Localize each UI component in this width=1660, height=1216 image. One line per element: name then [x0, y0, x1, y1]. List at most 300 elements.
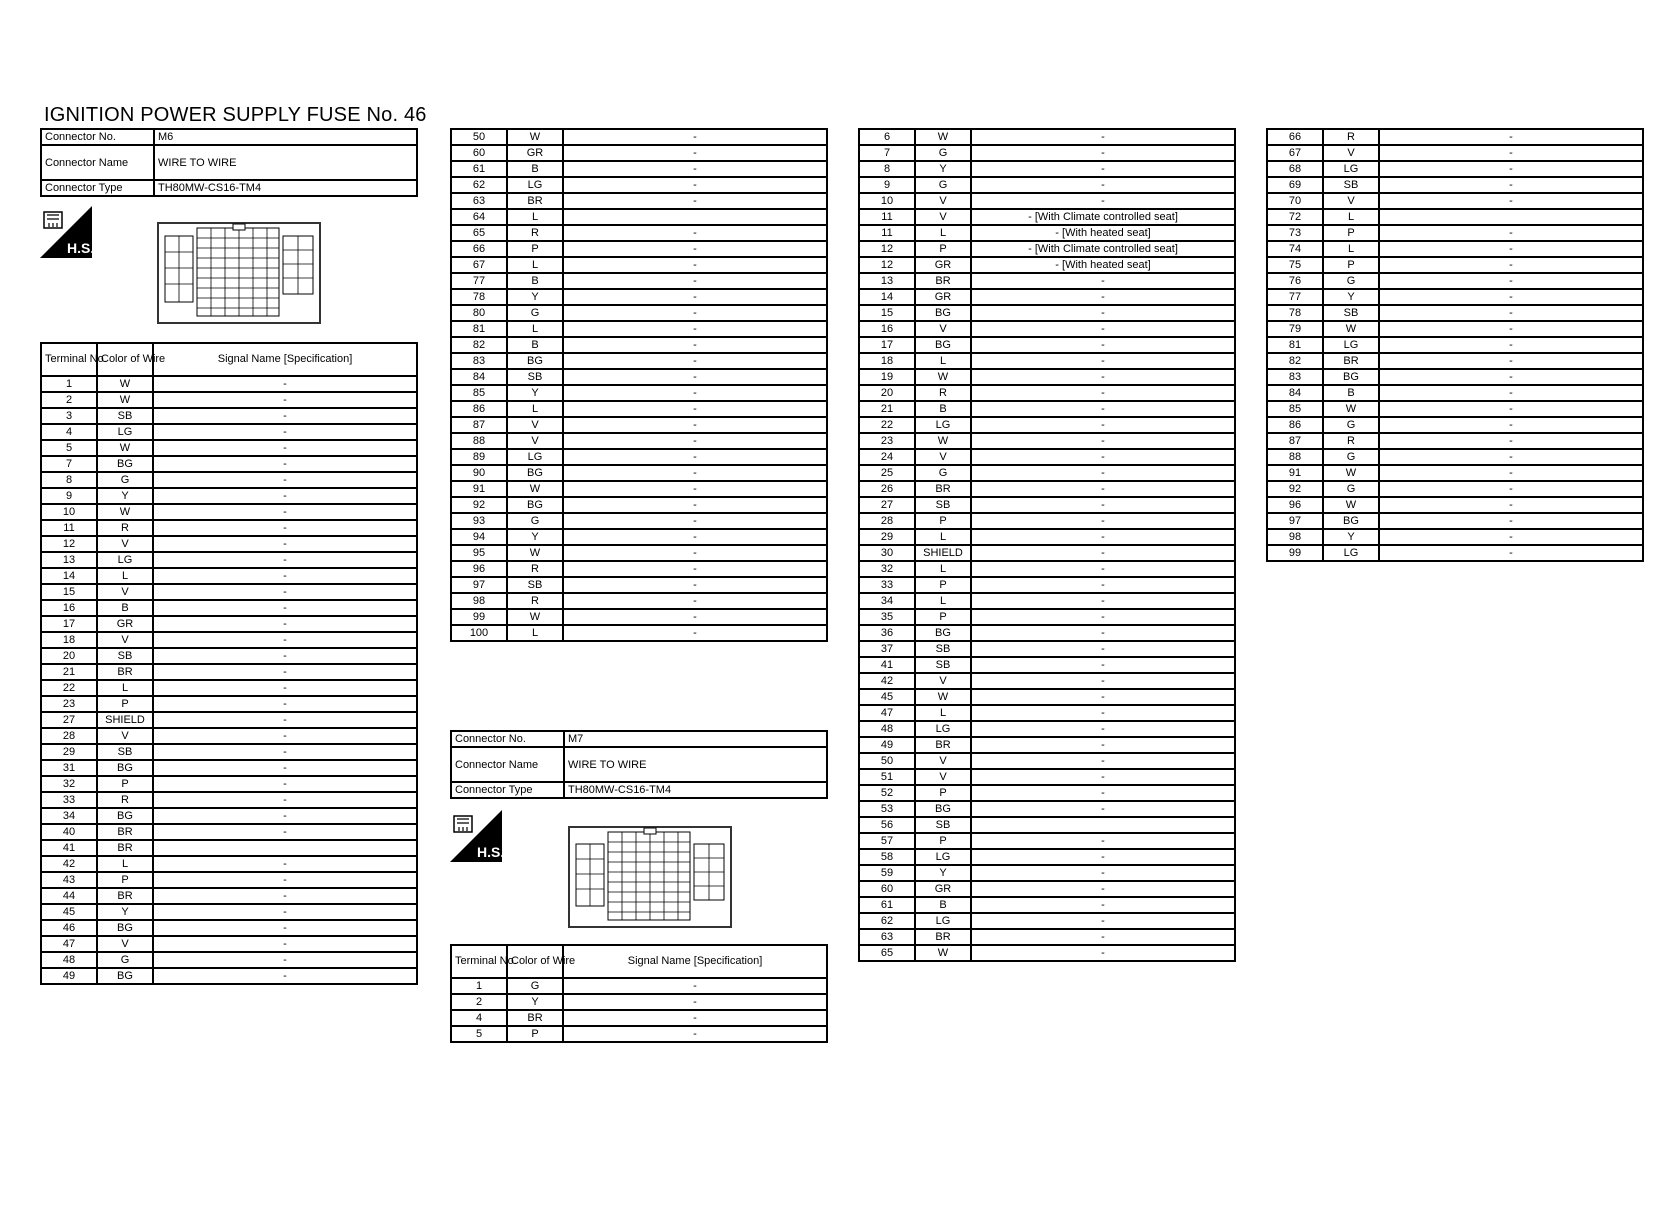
hs-label: H.S.	[477, 844, 505, 860]
signal-name-cell: -	[971, 497, 1235, 513]
wire-color-cell: W	[97, 376, 153, 392]
wire-color-cell: LG	[915, 721, 971, 737]
signal-name-cell: -	[971, 865, 1235, 881]
terminal-no-cell: 29	[41, 744, 97, 760]
terminal-no-cell: 92	[1267, 481, 1323, 497]
table-row	[41, 856, 417, 872]
table-row	[41, 584, 417, 600]
signal-name-cell: -	[153, 760, 417, 776]
signal-name-cell: -	[1379, 129, 1643, 145]
wire-color-cell: W	[1323, 321, 1379, 337]
wire-color-cell: BG	[97, 968, 153, 984]
wire-color-cell: LG	[915, 849, 971, 865]
signal-name-cell: -	[153, 520, 417, 536]
wire-color-cell: Y	[1323, 529, 1379, 545]
wire-color-cell: LG	[915, 913, 971, 929]
connector-no-label: Connector No.	[451, 731, 564, 747]
signal-name-cell: -	[153, 776, 417, 792]
signal-name-cell: -	[153, 488, 417, 504]
signal-name-cell: -	[1379, 417, 1643, 433]
signal-name-cell: -	[971, 449, 1235, 465]
signal-name-cell: -	[971, 833, 1235, 849]
terminal-no-cell: 19	[859, 369, 915, 385]
signal-name-cell: -	[563, 978, 827, 994]
terminal-no-cell: 99	[1267, 545, 1323, 561]
signal-name-cell: -	[153, 648, 417, 664]
terminal-no-cell: 91	[1267, 465, 1323, 481]
wire-color-cell: L	[507, 625, 563, 641]
signal-name-cell: -	[1379, 433, 1643, 449]
terminal-no-cell: 94	[451, 529, 507, 545]
signal-name-cell: -	[971, 145, 1235, 161]
connector-type-label: Connector Type	[451, 782, 564, 798]
wire-color-cell: BR	[507, 193, 563, 209]
wire-color-cell: L	[507, 209, 563, 225]
terminal-no-cell: 17	[859, 337, 915, 353]
table-row	[451, 273, 827, 289]
wire-color-cell: V	[915, 209, 971, 225]
terminal-no-cell: 91	[451, 481, 507, 497]
wire-color-cell: SHIELD	[915, 545, 971, 561]
table-row	[41, 552, 417, 568]
signal-name-cell: -	[971, 337, 1235, 353]
wire-color-cell: L	[915, 561, 971, 577]
terminal-no-cell: 85	[451, 385, 507, 401]
signal-name-cell: - [With Climate controlled seat]	[971, 209, 1235, 225]
wire-color-cell: P	[97, 696, 153, 712]
signal-name-cell: -	[563, 193, 827, 209]
signal-name-cell: -	[971, 753, 1235, 769]
signal-name-cell: -	[1379, 305, 1643, 321]
wire-color-cell: B	[507, 273, 563, 289]
table-row	[859, 449, 1235, 465]
terminal-no-cell: 29	[859, 529, 915, 545]
wire-color-cell: B	[915, 401, 971, 417]
terminal-no-cell: 90	[451, 465, 507, 481]
terminal-no-cell: 1	[451, 978, 507, 994]
table-row	[859, 945, 1235, 961]
m6-connector-info	[40, 128, 418, 197]
signal-name-cell: -	[971, 881, 1235, 897]
m7-connector-info	[450, 730, 828, 799]
signal-name-cell: -	[971, 897, 1235, 913]
terminal-no-cell: 93	[451, 513, 507, 529]
table-row	[1267, 257, 1643, 273]
signal-name-cell: -	[1379, 449, 1643, 465]
signal-name-cell: -	[563, 577, 827, 593]
signal-name-cell: -	[563, 1026, 827, 1042]
terminal-no-cell: 4	[41, 424, 97, 440]
terminal-no-cell: 86	[451, 401, 507, 417]
wire-color-cell: P	[915, 513, 971, 529]
wire-color-cell: P	[915, 833, 971, 849]
table-row	[859, 481, 1235, 497]
terminal-no-cell: 68	[1267, 161, 1323, 177]
table-row	[451, 225, 827, 241]
table-row	[1267, 337, 1643, 353]
table-row	[451, 481, 827, 497]
table-row	[859, 337, 1235, 353]
terminal-no-cell: 79	[1267, 321, 1323, 337]
wire-color-cell: BG	[97, 456, 153, 472]
terminal-no-cell: 72	[1267, 209, 1323, 225]
signal-name-cell: -	[563, 273, 827, 289]
table-row	[41, 472, 417, 488]
signal-name-cell: - [With Climate controlled seat]	[971, 241, 1235, 257]
table-row	[859, 689, 1235, 705]
table-row	[859, 273, 1235, 289]
m7-connector-type: TH80MW-CS16-TM4	[564, 782, 827, 798]
table-row	[859, 705, 1235, 721]
table-row	[41, 760, 417, 776]
table-row	[859, 657, 1235, 673]
wire-color-cell: P	[1323, 257, 1379, 273]
signal-name-cell: -	[971, 529, 1235, 545]
terminal-no-cell: 66	[451, 241, 507, 257]
wire-color-cell: SHIELD	[97, 712, 153, 728]
terminal-no-cell: 70	[1267, 193, 1323, 209]
wire-color-cell: SB	[97, 744, 153, 760]
table-row	[1267, 545, 1643, 561]
terminal-no-cell: 1	[41, 376, 97, 392]
signal-name-cell: -	[153, 472, 417, 488]
table-row	[41, 376, 417, 392]
wire-color-cell: V	[915, 673, 971, 689]
table-row	[859, 513, 1235, 529]
table-row	[859, 897, 1235, 913]
color-of-wire-header: Color of Wire	[507, 945, 563, 978]
terminal-no-cell: 65	[451, 225, 507, 241]
terminal-no-cell: 62	[859, 913, 915, 929]
signal-name-cell: -	[563, 305, 827, 321]
signal-name-cell: -	[563, 177, 827, 193]
table-row	[859, 369, 1235, 385]
table-row	[451, 401, 827, 417]
terminal-no-cell: 30	[859, 545, 915, 561]
signal-name-cell: -	[563, 385, 827, 401]
signal-name-cell: -	[1379, 257, 1643, 273]
signal-name-cell: -	[563, 241, 827, 257]
terminal-no-cell: 64	[451, 209, 507, 225]
wire-color-cell: V	[97, 632, 153, 648]
signal-name-cell: -	[563, 497, 827, 513]
signal-name-header: Signal Name [Specification]	[563, 945, 827, 978]
signal-name-cell: -	[153, 632, 417, 648]
m6-terminal-table-1	[40, 342, 418, 985]
terminal-no-cell: 96	[1267, 497, 1323, 513]
wire-color-cell: SB	[915, 657, 971, 673]
table-row	[859, 801, 1235, 817]
terminal-no-cell: 89	[451, 449, 507, 465]
signal-name-cell: -	[563, 257, 827, 273]
terminal-no-cell: 12	[41, 536, 97, 552]
wire-color-cell: BR	[915, 273, 971, 289]
signal-name-cell: -	[563, 513, 827, 529]
wire-color-cell: P	[915, 577, 971, 593]
terminal-no-cell: 88	[451, 433, 507, 449]
wire-color-cell: R	[1323, 129, 1379, 145]
signal-name-cell: -	[153, 552, 417, 568]
signal-name-cell: -	[563, 321, 827, 337]
signal-name-cell: -	[153, 696, 417, 712]
wire-color-cell: V	[1323, 145, 1379, 161]
signal-name-cell: -	[1379, 545, 1643, 561]
wire-color-cell: G	[507, 513, 563, 529]
table-row	[1267, 305, 1643, 321]
signal-name-cell: -	[563, 337, 827, 353]
signal-name-cell: -	[971, 785, 1235, 801]
terminal-no-cell: 100	[451, 625, 507, 641]
terminal-no-cell: 35	[859, 609, 915, 625]
table-row	[451, 161, 827, 177]
wire-color-cell: L	[915, 529, 971, 545]
signal-name-cell: -	[1379, 353, 1643, 369]
table-row	[41, 600, 417, 616]
table-row	[1267, 241, 1643, 257]
terminal-no-cell: 34	[41, 808, 97, 824]
signal-name-cell: -	[1379, 241, 1643, 257]
table-row	[859, 209, 1235, 225]
signal-name-cell: -	[153, 568, 417, 584]
signal-name-cell: -	[563, 353, 827, 369]
wire-color-cell: B	[1323, 385, 1379, 401]
wire-color-cell: P	[915, 785, 971, 801]
table-row	[41, 680, 417, 696]
table-row	[41, 888, 417, 904]
signal-name-cell: -	[563, 289, 827, 305]
table-row	[41, 968, 417, 984]
wire-color-cell: R	[1323, 433, 1379, 449]
terminal-no-cell: 33	[859, 577, 915, 593]
signal-name-cell	[971, 817, 1235, 833]
signal-name-cell: -	[1379, 193, 1643, 209]
table-row	[1267, 353, 1643, 369]
terminal-no-cell: 80	[451, 305, 507, 321]
table-row	[451, 593, 827, 609]
table-row	[451, 465, 827, 481]
signal-name-cell: -	[563, 129, 827, 145]
signal-name-cell: -	[563, 145, 827, 161]
terminal-no-cell: 97	[1267, 513, 1323, 529]
table-row	[41, 744, 417, 760]
terminal-no-cell: 45	[41, 904, 97, 920]
terminal-no-cell: 11	[859, 209, 915, 225]
wire-color-cell: V	[507, 433, 563, 449]
table-row	[1267, 369, 1643, 385]
table-row	[451, 497, 827, 513]
signal-name-cell: -	[1379, 401, 1643, 417]
wire-color-cell: SB	[507, 577, 563, 593]
wire-color-cell: G	[97, 952, 153, 968]
signal-name-cell: -	[153, 952, 417, 968]
signal-name-cell: -	[1379, 529, 1643, 545]
table-row	[41, 568, 417, 584]
terminal-no-cell: 96	[451, 561, 507, 577]
table-row	[859, 305, 1235, 321]
table-row	[451, 433, 827, 449]
wire-color-cell: V	[507, 417, 563, 433]
wire-color-cell: W	[507, 481, 563, 497]
wire-color-cell: R	[507, 225, 563, 241]
signal-name-cell: -	[153, 392, 417, 408]
terminal-no-cell: 10	[859, 193, 915, 209]
terminal-no-cell: 36	[859, 625, 915, 641]
wire-color-cell: BR	[915, 929, 971, 945]
terminal-no-cell: 66	[1267, 129, 1323, 145]
signal-name-cell: -	[153, 424, 417, 440]
terminal-no-cell: 32	[859, 561, 915, 577]
signal-name-cell: -	[563, 369, 827, 385]
wire-color-cell: L	[97, 568, 153, 584]
wire-color-cell: V	[915, 449, 971, 465]
terminal-no-cell: 75	[1267, 257, 1323, 273]
wire-color-cell: BG	[97, 760, 153, 776]
table-row	[451, 1026, 827, 1042]
signal-name-cell: -	[153, 808, 417, 824]
signal-name-cell: -	[971, 177, 1235, 193]
wire-color-cell: V	[915, 193, 971, 209]
table-row	[859, 561, 1235, 577]
signal-name-cell: -	[153, 712, 417, 728]
signal-name-cell	[153, 840, 417, 856]
terminal-no-header: Terminal No.	[41, 343, 97, 376]
wire-color-cell: BG	[507, 497, 563, 513]
signal-name-cell: -	[971, 417, 1235, 433]
m7-terminal-table-1	[450, 944, 828, 1043]
terminal-no-cell: 40	[41, 824, 97, 840]
wire-color-cell: W	[97, 392, 153, 408]
terminal-no-cell: 26	[859, 481, 915, 497]
table-row	[451, 369, 827, 385]
signal-name-cell: -	[563, 625, 827, 641]
table-row	[41, 536, 417, 552]
signal-name-cell: -	[971, 849, 1235, 865]
table-row	[451, 513, 827, 529]
wire-color-cell: P	[97, 872, 153, 888]
signal-name-cell: -	[971, 593, 1235, 609]
wire-color-cell: BG	[97, 920, 153, 936]
wire-color-cell: Y	[915, 161, 971, 177]
signal-name-cell: -	[563, 449, 827, 465]
terminal-no-cell: 28	[859, 513, 915, 529]
table-row	[451, 561, 827, 577]
table-row	[41, 712, 417, 728]
signal-name-cell: -	[971, 689, 1235, 705]
m7-connector-no: M7	[564, 731, 827, 747]
terminal-no-cell: 76	[1267, 273, 1323, 289]
signal-name-cell: -	[1379, 177, 1643, 193]
signal-name-cell: -	[563, 529, 827, 545]
table-row	[1267, 417, 1643, 433]
table-row	[451, 129, 827, 145]
table-row	[41, 904, 417, 920]
table-row	[1267, 513, 1643, 529]
terminal-no-cell: 2	[41, 392, 97, 408]
terminal-no-cell: 60	[859, 881, 915, 897]
signal-name-cell: -	[1379, 465, 1643, 481]
table-row	[1267, 193, 1643, 209]
terminal-no-cell: 18	[859, 353, 915, 369]
wire-color-cell: V	[915, 321, 971, 337]
signal-name-cell: -	[563, 161, 827, 177]
terminal-no-cell: 43	[41, 872, 97, 888]
terminal-no-cell: 2	[451, 994, 507, 1010]
signal-name-cell: -	[563, 417, 827, 433]
signal-name-cell: -	[153, 936, 417, 952]
wire-color-cell: V	[915, 769, 971, 785]
terminal-no-cell: 48	[859, 721, 915, 737]
wire-color-cell: L	[915, 353, 971, 369]
table-row	[859, 865, 1235, 881]
wire-color-cell: P	[507, 1026, 563, 1042]
signal-name-cell	[1379, 209, 1643, 225]
signal-name-cell: -	[153, 968, 417, 984]
wire-color-cell: Y	[507, 529, 563, 545]
signal-name-cell: -	[971, 385, 1235, 401]
terminal-no-cell: 21	[41, 664, 97, 680]
connector-name-label: Connector Name	[451, 747, 564, 782]
m6-hs-icon	[40, 206, 95, 258]
table-row	[859, 193, 1235, 209]
signal-name-cell: -	[563, 481, 827, 497]
table-row	[1267, 273, 1643, 289]
table-row	[859, 257, 1235, 273]
signal-name-cell: -	[153, 824, 417, 840]
terminal-no-cell: 27	[859, 497, 915, 513]
wire-color-cell: LG	[1323, 545, 1379, 561]
wire-color-cell: Y	[507, 289, 563, 305]
table-row	[859, 737, 1235, 753]
terminal-no-cell: 16	[41, 600, 97, 616]
table-row	[859, 177, 1235, 193]
table-row	[859, 593, 1235, 609]
terminal-no-cell: 63	[859, 929, 915, 945]
table-row	[41, 872, 417, 888]
terminal-no-cell: 14	[41, 568, 97, 584]
signal-name-cell: -	[971, 801, 1235, 817]
m6-connector-type: TH80MW-CS16-TM4	[154, 180, 417, 196]
signal-name-cell: -	[563, 593, 827, 609]
table-row	[859, 577, 1235, 593]
wire-color-cell: R	[507, 593, 563, 609]
wire-color-cell: BR	[97, 824, 153, 840]
signal-name-cell: -	[153, 744, 417, 760]
terminal-no-cell: 87	[1267, 433, 1323, 449]
wire-color-cell: GR	[507, 145, 563, 161]
signal-name-cell: -	[153, 456, 417, 472]
terminal-no-cell: 13	[41, 552, 97, 568]
signal-name-cell: -	[153, 904, 417, 920]
m6-connector-diagram	[157, 222, 321, 324]
table-row	[859, 929, 1235, 945]
terminal-no-cell: 42	[859, 673, 915, 689]
signal-name-cell: -	[1379, 385, 1643, 401]
terminal-no-cell: 15	[41, 584, 97, 600]
signal-name-cell: -	[153, 584, 417, 600]
table-row	[1267, 161, 1643, 177]
wire-color-cell: L	[507, 257, 563, 273]
terminal-no-cell: 3	[41, 408, 97, 424]
wire-color-cell: W	[1323, 465, 1379, 481]
wire-color-cell: SB	[1323, 305, 1379, 321]
wire-color-cell: LG	[507, 449, 563, 465]
terminal-no-header: Terminal No.	[451, 945, 507, 978]
table-row	[859, 609, 1235, 625]
table-row	[41, 648, 417, 664]
signal-name-cell: -	[563, 465, 827, 481]
table-row	[41, 840, 417, 856]
signal-name-cell: -	[1379, 513, 1643, 529]
